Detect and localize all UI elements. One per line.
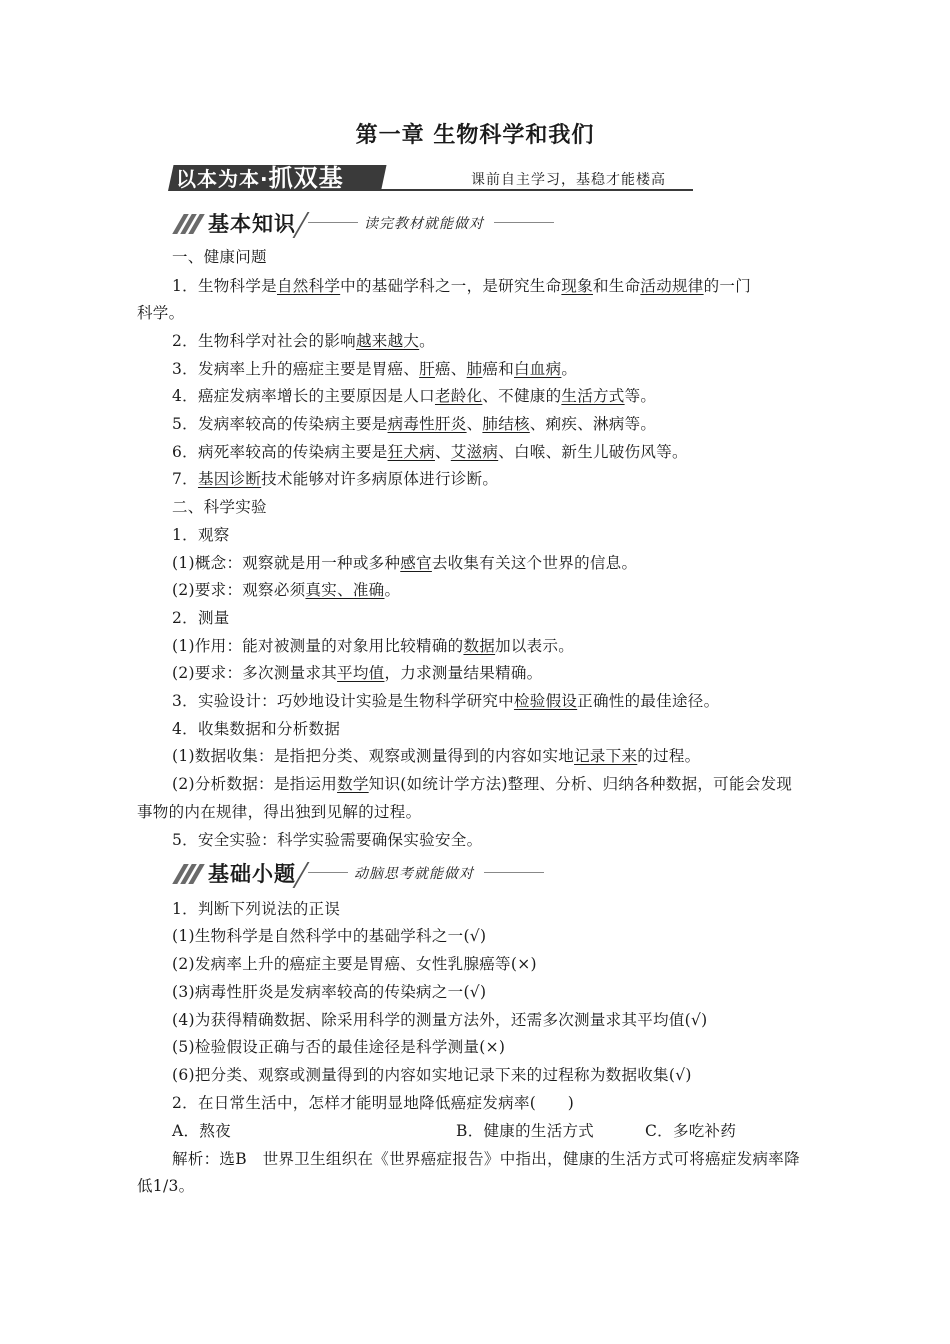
underlined-keyword: 生活方式 [561, 387, 625, 405]
text-line [172, 442, 688, 462]
underlined-keyword: 真实、准确 [305, 581, 385, 599]
text-segment: 去收集有关这个世界的信息。 [431, 554, 638, 572]
section-rule-left [308, 872, 348, 873]
text-segment: 、 [466, 415, 483, 433]
text-segment: A．熬夜 [172, 1122, 231, 1140]
underlined-keyword: 数据 [463, 637, 496, 655]
text-segment: (6)把分类、观察或测量得到的内容如实地记录下来的过程称为数据收集(√) [172, 1066, 692, 1084]
text-line [456, 1121, 594, 1141]
underlined-keyword: 白血病 [514, 360, 562, 378]
text-segment: 加以表示。 [495, 637, 575, 655]
text-line [172, 553, 637, 573]
chapter-title: 第一章 生物科学和我们 [355, 123, 595, 148]
stripes-icon [172, 864, 210, 884]
banner-underline [373, 189, 693, 191]
text-segment: 二、科学实验 [172, 498, 267, 516]
text-line [172, 525, 230, 545]
text-line [172, 1121, 231, 1141]
underlined-keyword: 现象 [561, 277, 593, 295]
underlined-keyword: 肝 [419, 360, 435, 378]
text-line [172, 1149, 800, 1169]
text-segment: 、痢疾、淋病等。 [529, 415, 657, 433]
text-segment: ，力求测量结果精确。 [384, 664, 543, 682]
underlined-keyword: 艾滋病 [450, 443, 499, 461]
text-segment: B．健康的生活方式 [456, 1122, 595, 1140]
text-line [172, 247, 267, 267]
underlined-keyword: 数学 [337, 775, 369, 793]
text-segment: 3．发病率上升的癌症主要是胃癌、 [172, 360, 420, 378]
text-segment: 。 [561, 360, 578, 378]
text-segment: 科学。 [137, 304, 185, 322]
text-line [172, 719, 340, 739]
text-line [172, 830, 482, 850]
underlined-keyword: 自然科学 [276, 277, 341, 295]
text-segment: 、 [434, 443, 451, 461]
underlined-keyword: 越来越大 [355, 332, 420, 350]
text-segment: 7． [172, 470, 198, 488]
text-line [172, 359, 577, 379]
text-line [172, 276, 751, 296]
text-line [172, 982, 486, 1002]
text-segment: (1)生物科学是自然科学中的基础学科之一(√) [172, 927, 487, 945]
section-slogan: 读完教材就能做对 [364, 216, 484, 232]
text-segment: (2)要求：观察必须 [172, 581, 306, 599]
text-segment: 癌和 [482, 360, 515, 378]
text-line [172, 691, 719, 711]
text-line [172, 663, 542, 683]
text-line [172, 580, 400, 600]
banner [168, 165, 698, 193]
stripes-icon [172, 214, 210, 234]
text-line [172, 608, 230, 628]
text-line [137, 303, 184, 323]
section-rule-right [484, 872, 544, 873]
text-segment: 解析：选B 世界卫生组织在《世界癌症报告》中指出，健康的生活方式可将癌症发病率降 [172, 1150, 800, 1168]
text-segment: 等。 [624, 387, 657, 405]
section-label: 基本知识 [208, 212, 296, 236]
section-rule-right [494, 222, 554, 223]
text-segment: (3)病毒性肝炎是发病率较高的传染病之一(√) [172, 983, 487, 1001]
text-segment: 4．癌症发病率增长的主要原因是人口 [172, 387, 435, 405]
text-line [137, 802, 421, 822]
text-segment: 。 [419, 332, 435, 350]
banner-slogan: 课前自主学习，基稳才能楼高 [471, 172, 666, 188]
text-line [172, 746, 700, 766]
text-segment: 、白喉、新生儿破伤风等。 [498, 443, 688, 461]
text-segment: 2．生物科学对社会的影响 [172, 332, 356, 350]
text-line [172, 954, 537, 974]
underlined-keyword: 平均值 [337, 664, 385, 682]
underlined-keyword: 肺 [466, 360, 483, 378]
text-segment: 癌、 [434, 360, 467, 378]
text-segment: 1．生物科学是 [172, 277, 277, 295]
underlined-keyword: 检验假设 [513, 692, 578, 710]
text-line [645, 1121, 736, 1141]
text-segment: 6．病死率较高的传染病主要是 [172, 443, 388, 461]
text-segment: (1)数据收集：是指把分类、观察或测量得到的内容如实地 [172, 747, 575, 765]
text-segment: 5．发病率较高的传染病主要是 [172, 415, 388, 433]
text-segment: 一、健康问题 [172, 248, 267, 266]
text-line [137, 1176, 194, 1196]
section-slogan: 动脑思考就能做对 [354, 866, 474, 882]
text-line [172, 331, 435, 351]
text-segment: 知识(如统计学方法)整理、分析、归纳各种数据，可能会发现 [368, 775, 793, 793]
banner-heading [176, 165, 344, 191]
text-line [172, 1037, 505, 1057]
banner-emphasis: 抓双基 [268, 164, 344, 192]
underlined-keyword: 基因诊断 [197, 470, 262, 488]
text-segment: (1)作用：能对被测量的对象用比较精确的 [172, 637, 464, 655]
text-line [172, 636, 574, 656]
text-line [172, 469, 498, 489]
section-rule-left [308, 222, 358, 223]
text-segment: 和生命 [592, 277, 641, 295]
text-line [172, 386, 656, 406]
text-segment: 3．实验设计：巧妙地设计实验是生物科学研究中 [172, 692, 514, 710]
text-segment: 的过程。 [637, 747, 701, 765]
underlined-keyword: 活动规律 [640, 277, 704, 295]
text-line [172, 899, 340, 919]
text-segment: (2)发病率上升的癌症主要是胃癌、女性乳腺癌等(×) [172, 955, 537, 973]
banner-lead: 以本为本· [176, 167, 269, 191]
text-segment: 5．安全实验：科学实验需要确保实验安全。 [172, 831, 483, 849]
text-segment: C．多吃补药 [645, 1122, 737, 1140]
text-segment: (2)分析数据：是指运用 [172, 775, 338, 793]
text-segment: 中的基础学科之一，是研究生命 [340, 277, 562, 295]
text-segment: (2)要求：多次测量求其 [172, 664, 338, 682]
text-segment: 2．在日常生活中，怎样才能明显地降低癌症发病率( ) [172, 1094, 575, 1112]
underlined-keyword: 记录下来 [574, 747, 638, 765]
text-segment: (4)为获得精确数据、除采用科学的测量方法外，还需多次测量求其平均值(√) [172, 1011, 708, 1029]
text-segment: 的一门 [703, 277, 751, 295]
text-line [172, 774, 792, 794]
underlined-keyword: 狂犬病 [387, 443, 435, 461]
text-segment: 、不健康的 [482, 387, 562, 405]
underlined-keyword: 老龄化 [434, 387, 483, 405]
text-segment: 2．测量 [172, 609, 230, 627]
text-segment: 技术能够对许多病原体进行诊断。 [261, 470, 499, 488]
underlined-keyword: 病毒性肝炎 [387, 415, 467, 433]
text-line [172, 926, 486, 946]
text-segment: 。 [384, 581, 401, 599]
text-line [172, 1010, 708, 1030]
text-line [172, 1065, 692, 1085]
section-label: 基础小题 [208, 862, 296, 886]
text-segment: 正确性的最佳途径。 [577, 692, 720, 710]
text-line [172, 1093, 574, 1113]
underlined-keyword: 感官 [400, 554, 432, 572]
text-segment: 1．观察 [172, 526, 230, 544]
underlined-keyword: 肺结核 [482, 415, 530, 433]
text-segment: 1．判断下列说法的正误 [172, 900, 341, 918]
text-segment: (5)检验假设正确与否的最佳途径是科学测量(×) [172, 1038, 506, 1056]
text-line [172, 414, 656, 434]
text-segment: 4．收集数据和分析数据 [172, 720, 341, 738]
text-line [172, 497, 267, 517]
text-segment: 事物的内在规律，得出独到见解的过程。 [137, 803, 422, 821]
text-segment: 低1/3。 [137, 1177, 195, 1195]
text-segment: (1)概念：观察就是用一种或多种 [172, 554, 401, 572]
